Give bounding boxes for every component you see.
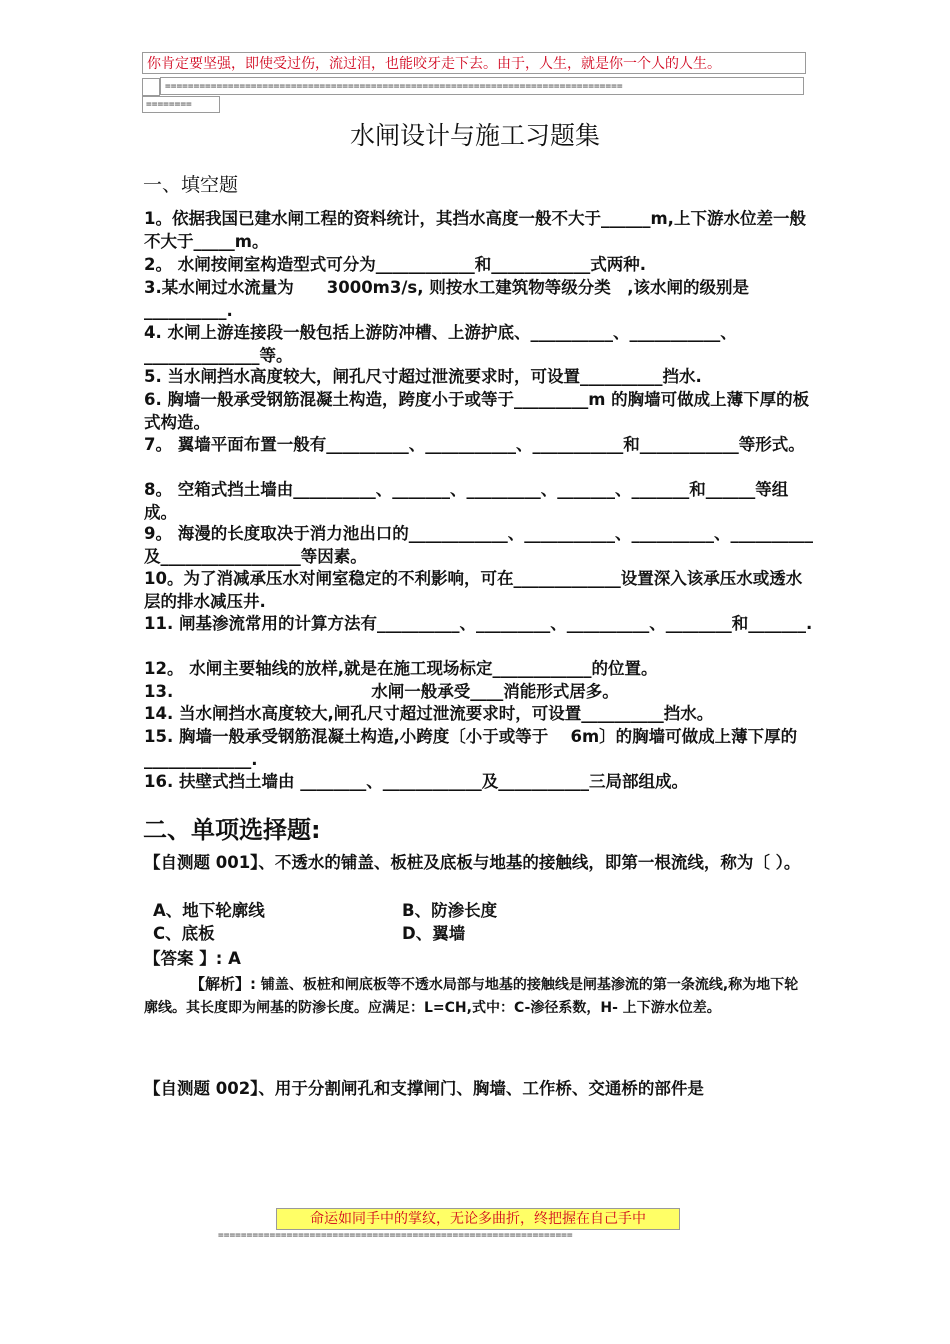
question-5: 5. 当水闸挡水高度较大，闸孔尺寸超过泄流要求时，可设置__________挡水. xyxy=(144,367,702,386)
mc-option-d: D、翼墙 xyxy=(402,924,466,943)
question-9: 9。 海漫的长度取决于消力池出口的____________、___________、__________、__________及_________________等因素。 xyxy=(144,524,813,566)
question-16: 16. 扶壁式挡土墙由 ________、____________及___________三局部组成。 xyxy=(144,772,688,791)
mc-analysis xyxy=(144,973,809,1020)
mc-question-1-stem: 【自测题 001】、不透水的铺盖、板桩及底板与地基的接触线，即第一根流线，称为〔 ）。 xyxy=(144,853,801,872)
question-14: 14. 当水闸挡水高度较大,闸孔尺寸超过泄流要求时，可设置__________挡水。 xyxy=(144,704,714,723)
footer-motto: 命运如同手中的掌纹，无论多曲折，终把握在自己手中 xyxy=(276,1208,680,1230)
question-7: 7。 翼墙平面布置一般有__________、___________、___________和____________等形式。 xyxy=(144,435,805,454)
question-15: 15. 胸墙一般承受钢筋混凝土构造,小跨度〔小于或等于 6m〕的胸墙可做成上薄下厚的_____________. xyxy=(144,727,798,769)
mc-option-a: A、地下轮廓线 xyxy=(153,901,265,920)
question-3: 3.某水闸过水流量为 3000m3/s, 则按水工建筑物等级分类 ,该水闸的级别是__________. xyxy=(144,278,749,320)
question-1: 1。依据我国已建水闸工程的资料统计，其挡水高度一般不大于______m,上下游水位差一般不大于_____m。 xyxy=(144,209,806,251)
question-10: 10。为了消减承压水对闸室稳定的不利影响，可在_____________设置深入该承压水或透水层的排水减压井. xyxy=(144,569,803,611)
question-13: 13. 水闸一般承受____消能形式居多。 xyxy=(144,682,619,701)
mc-option-c: C、底板 xyxy=(153,924,215,943)
analysis-label: 【解析】: xyxy=(190,975,256,993)
document-title: 水闸设计与施工习题集 xyxy=(349,121,600,150)
question-6: 6. 胸墙一般承受钢筋混凝土构造，跨度小于或等于_________m 的胸墙可做成上薄下厚的板式构造。 xyxy=(144,390,810,432)
question-12: 12。 水闸主要轴线的放样,就是在施工现场标定____________的位置。 xyxy=(144,659,658,678)
header-separator-line-2: ======== xyxy=(142,96,220,113)
question-11: 11. 闸基渗流常用的计算方法有__________、_________、__________、________和_______. xyxy=(144,614,813,633)
question-8: 8。 空箱式挡土墙由__________、_______、_________、_______、_______和______等组成。 xyxy=(144,480,789,522)
mc-answer: 【答案 】: A xyxy=(144,949,241,968)
analysis-text: 铺盖、板桩和闸底板等不透水局部与地基的接触线是闸基渗流的第一条流线,称为地下轮廓线。其长度即为闸基的防渗长度。应满足：L=CH,式中：C-渗径系数，H- 上下游水位差。 xyxy=(144,977,799,1016)
section1-heading: 一、填空题 xyxy=(143,174,239,196)
header-separator-line: ================================================================================ xyxy=(160,77,804,95)
mc-question-2-stem: 【自测题 002】、用于分割闸孔和支撑闸门、胸墙、工作桥、交通桥的部件是 xyxy=(144,1079,704,1098)
question-2: 2。 水闸按闸室构造型式可分为____________和____________式两种. xyxy=(144,255,646,274)
section2-heading: 二、单项选择题: xyxy=(143,816,321,844)
question-4: 4. 水闸上游连接段一般包括上游防冲槽、上游护底、__________、___________、______________等。 xyxy=(144,323,737,365)
header-motto: 你肯定要坚强，即使受过伤，流过泪，也能咬牙走下去。由于，人生，就是你一个人的人生。 xyxy=(142,52,806,74)
mc-option-b: B、防渗长度 xyxy=(402,901,498,920)
footer-separator-line: ============================================================== xyxy=(218,1230,573,1241)
header-decoration-box xyxy=(142,78,160,96)
